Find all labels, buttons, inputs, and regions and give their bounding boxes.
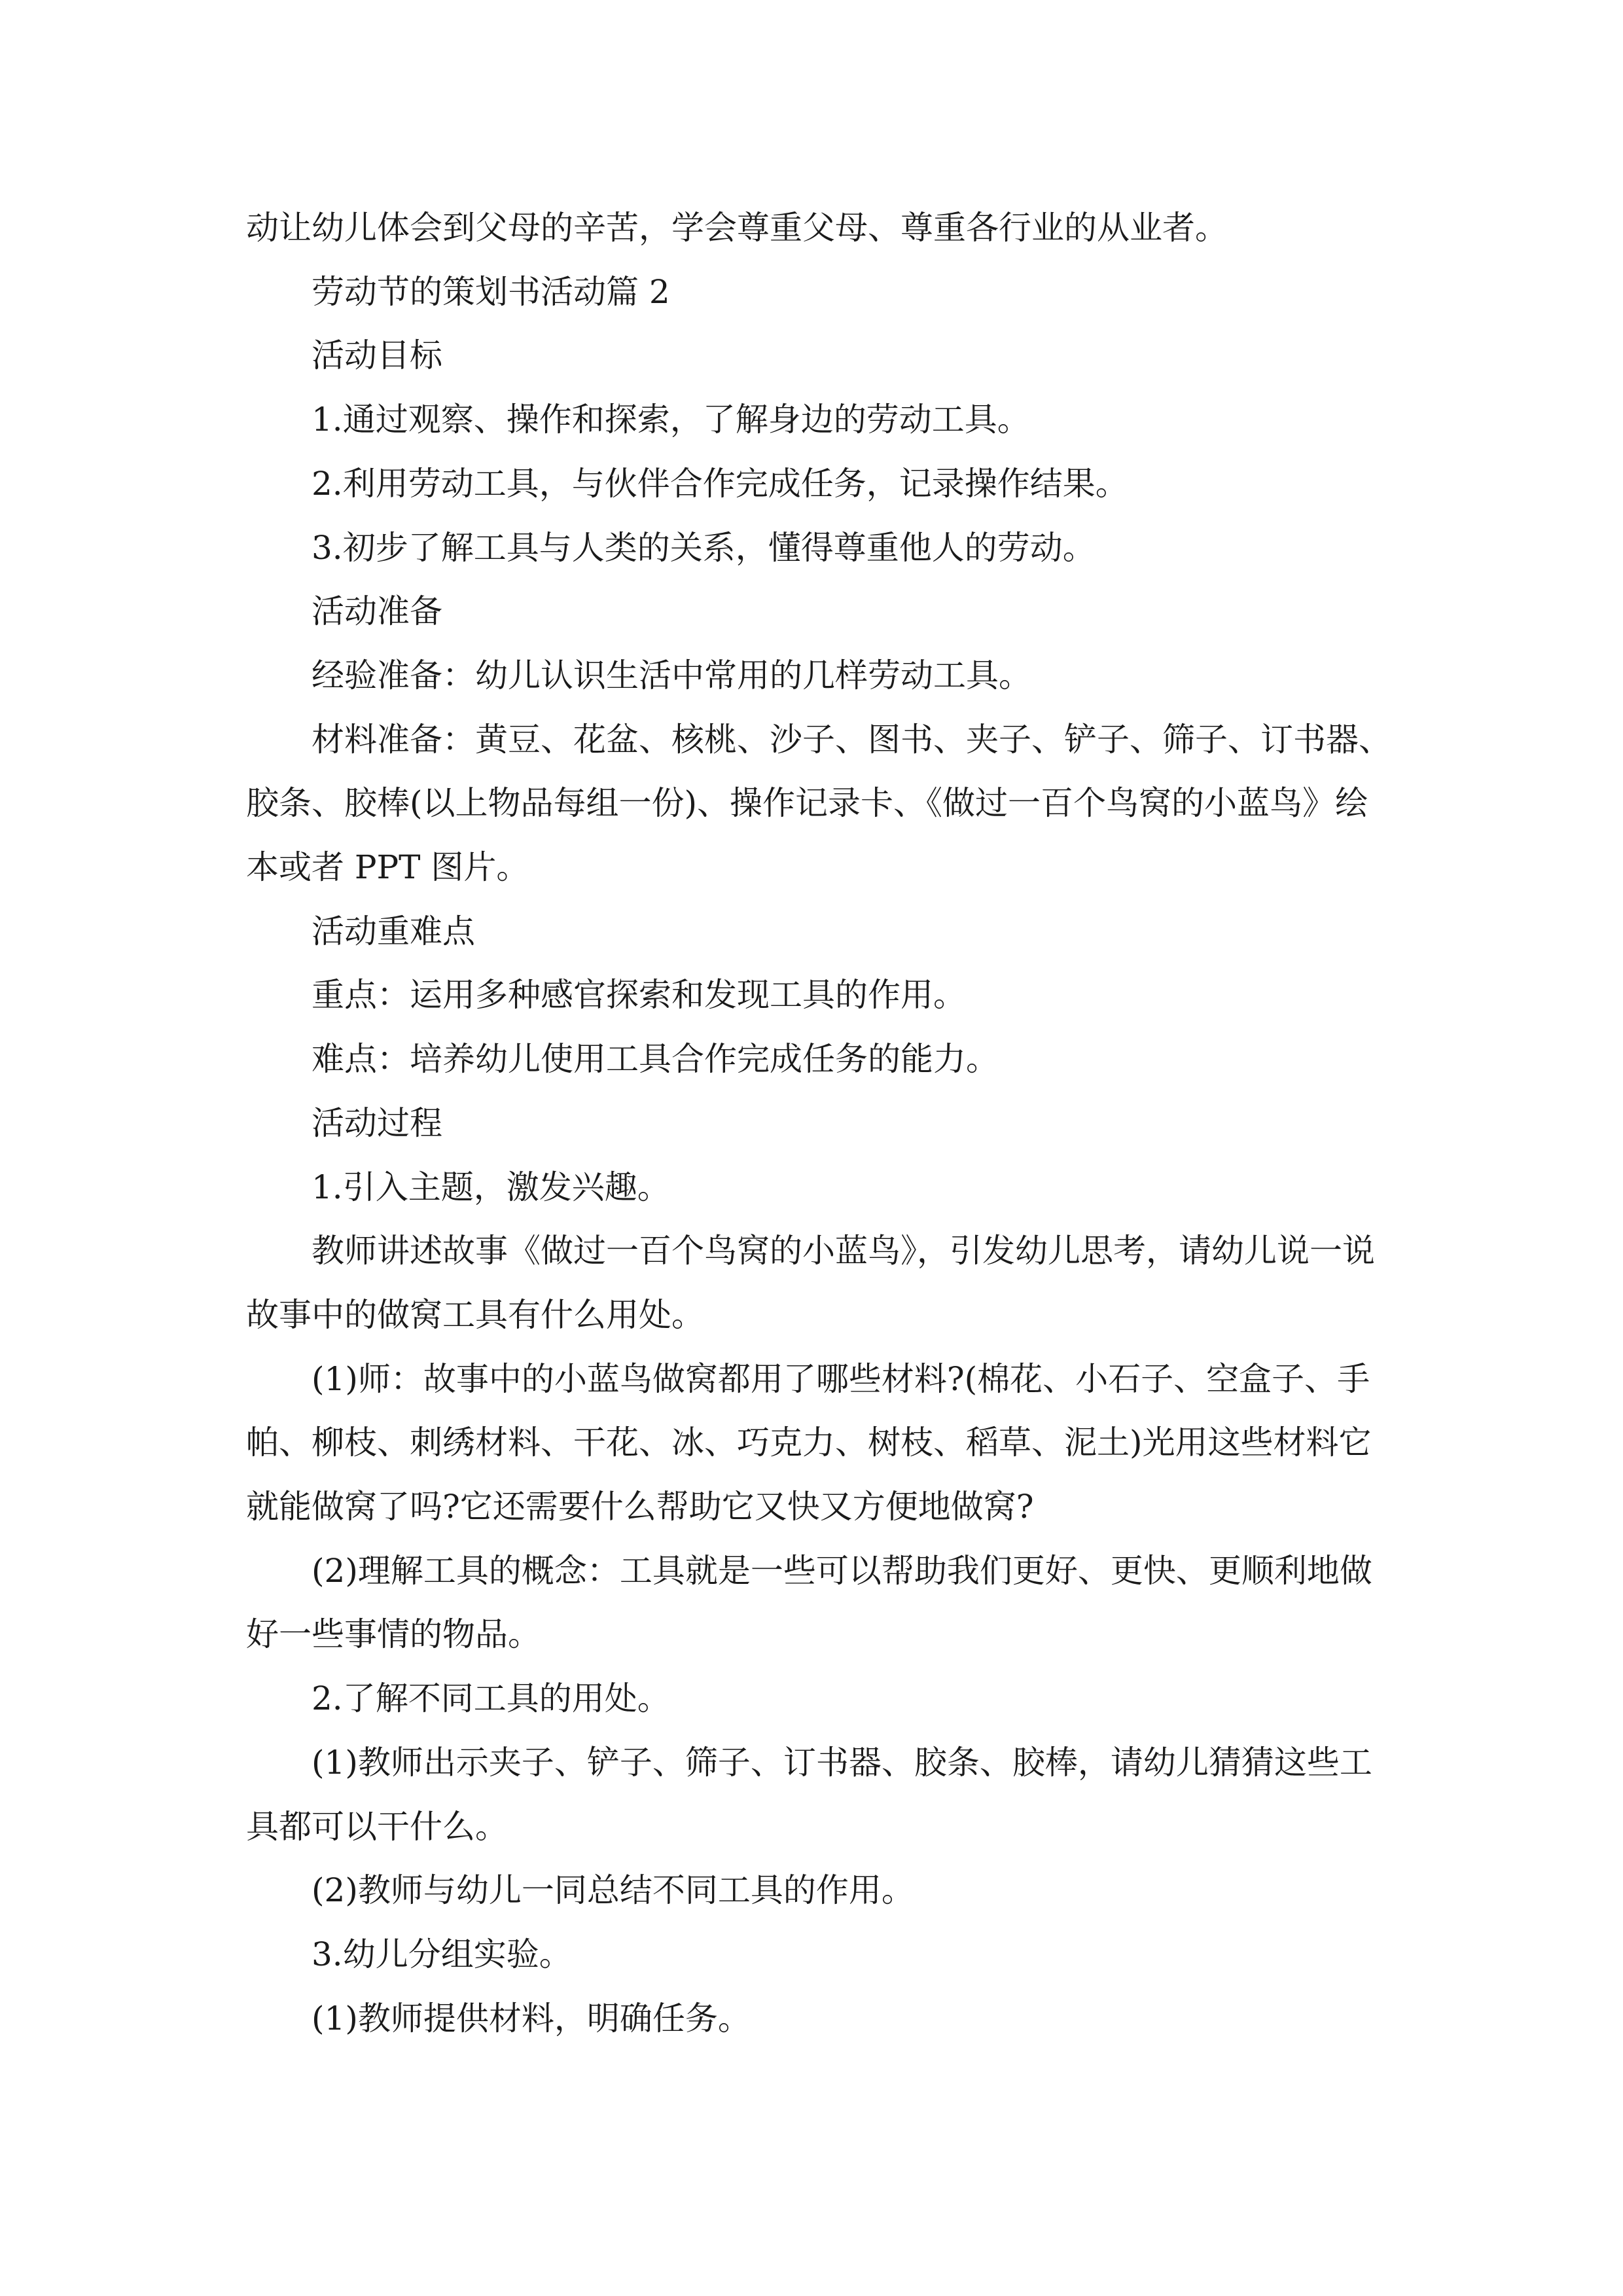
key-point: 重点：运用多种感官探索和发现工具的作用。 bbox=[312, 976, 966, 1014]
process-step-3-sub-1: (1)教师提供材料，明确任务。 bbox=[312, 1999, 751, 2037]
process-step-1-sub-1: (1)师：故事中的小蓝鸟做窝都用了哪些材料?(棉花、小石子、空盒子、手帕、柳枝、刺绣材料、干花、冰、巧克力、树枝、稻草、泥土)光用这些材料它就能做窝了吗?它还需要什么帮助它又快又方便地做窝? bbox=[246, 1359, 1372, 1526]
heading-activity-preparation: 活动准备 bbox=[312, 592, 442, 631]
material-preparation: 材料准备：黄豆、花盆、核桃、沙子、图书、夹子、铲子、筛子、订书器、胶条、胶棒(以上物品每组一份)、操作记录卡、《做过一百个鸟窝的小蓝鸟》绘本或者 PPT 图片。 bbox=[246, 720, 1391, 887]
paragraph-continuation: 动让幼儿体会到父母的辛苦，学会尊重父母、尊重各行业的从业者。 bbox=[246, 209, 1228, 247]
goal-item-2: 2.利用劳动工具，与伙伴合作完成任务，记录操作结果。 bbox=[312, 464, 1128, 503]
process-step-2-sub-2: (2)教师与幼儿一同总结不同工具的作用。 bbox=[312, 1871, 914, 1910]
experience-preparation: 经验准备：幼儿认识生活中常用的几样劳动工具。 bbox=[312, 656, 1031, 694]
goal-item-3: 3.初步了解工具与人类的关系，懂得尊重他人的劳动。 bbox=[312, 528, 1096, 567]
goal-item-1: 1.通过观察、操作和探索，了解身边的劳动工具。 bbox=[312, 401, 1030, 439]
process-step-1-sub-2: (2)理解工具的概念：工具就是一些可以帮助我们更好、更快、更顺利地做好一些事情的物品。 bbox=[246, 1551, 1372, 1654]
heading-activity-process: 活动过程 bbox=[312, 1103, 442, 1142]
process-step-2: 2.了解不同工具的用处。 bbox=[312, 1679, 670, 1718]
section-title: 劳动节的策划书活动篇 2 bbox=[312, 272, 670, 311]
heading-activity-goals: 活动目标 bbox=[312, 336, 442, 375]
process-step-1-story: 教师讲述故事《做过一百个鸟窝的小蓝鸟》，引发幼儿思考，请幼儿说一说故事中的做窝工具有什么用处。 bbox=[246, 1232, 1375, 1334]
document-body bbox=[246, 196, 1398, 2051]
process-step-2-sub-1: (1)教师出示夹子、铲子、筛子、订书器、胶条、胶棒，请幼儿猜猜这些工具都可以干什么。 bbox=[246, 1743, 1372, 1846]
difficult-point: 难点：培养幼儿使用工具合作完成任务的能力。 bbox=[312, 1040, 999, 1079]
heading-key-difficult-points: 活动重难点 bbox=[312, 912, 475, 950]
process-step-1: 1.引入主题，激发兴趣。 bbox=[312, 1168, 670, 1206]
process-step-3: 3.幼儿分组实验。 bbox=[312, 1935, 572, 1973]
